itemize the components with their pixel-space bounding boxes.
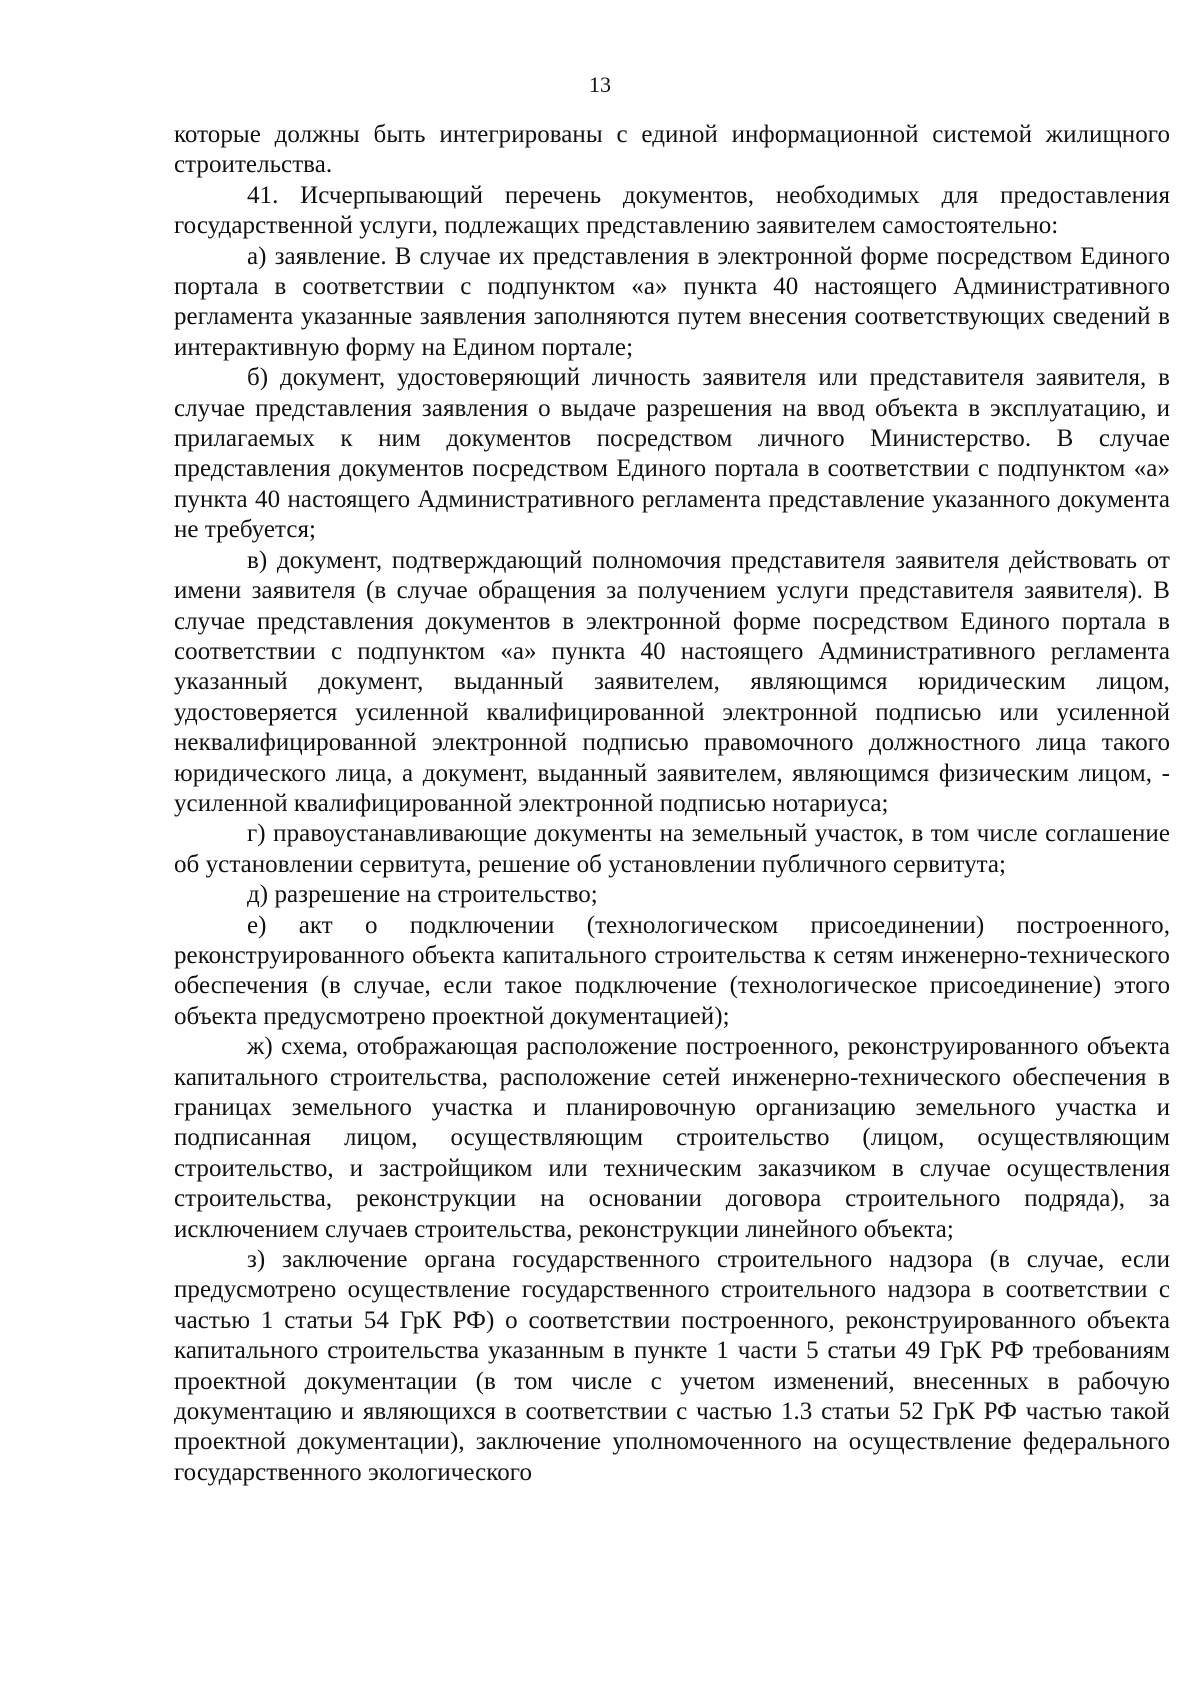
page-number: 13 — [589, 72, 611, 97]
paragraph-8: ж) схема, отображающая расположение построенного, реконструированного объекта капитального строительства, расположение сетей инженерно-технического обеспечения в границах земельного участка и планировочную организацию земельного участка и подписанная лицом, осуществляющим строительство (лицом, осуществляющим строительство, и застройщиком или техническим заказчиком в случае осуществления строительства, реконструкции на основании договора строительного подряда), за исключением случаев строительства, реконструкции линейного объекта; — [174, 1033, 1170, 1243]
paragraph-2: а) заявление. В случае их представления в электронной форме посредством Единого портала в соответствии с подпунктом «а» пункта 40 настоящего Административного регламента указанные заявления заполняются путем внесения соответствующих сведений в интерактивную форму на Едином портале; — [174, 242, 1170, 361]
paragraph-7: е) акт о подключении (технологическом присоединении) построенного, реконструированного объекта капитального строительства к сетям инженерно-технического обеспечения (в случае, если такое подключение (технологическое присоединение) этого объекта предусмотрено проектной документацией); — [174, 911, 1170, 1030]
paragraph-3: б) документ, удостоверяющий личность заявителя или представителя заявителя, в случае представления заявления о выдаче разрешения на ввод объекта в эксплуатацию, и прилагаемых к ним документов посредством личного Министерство. В случае представления документов посредством Единого портала в соответствии с подпунктом «а» пункта 40 настоящего Административного регламента представление указанного документа не требуется; — [174, 364, 1170, 544]
document-body — [174, 120, 1170, 1488]
paragraph-9: з) заключение органа государственного строительного надзора (в случае, если предусмотрено осуществление государственного строительного надзора в соответствии с частью 1 статьи 54 ГрК РФ) о соответствии построенного, реконструированного объекта капитального строительства указанным в пункте 1 части 5 статьи 49 ГрК РФ требованиям проектной документации (в том числе с учетом изменений, внесенных в рабочую документацию и являющихся в соответствии с частью 1.3 статьи 52 ГрК РФ частью такой проектной документации), заключение уполномоченного на осуществление федерального государственного экологического — [174, 1246, 1170, 1486]
paragraph-0: которые должны быть интегрированы с единой информационной системой жилищного строительства. — [174, 121, 1170, 179]
paragraph-4: в) документ, подтверждающий полномочия представителя заявителя действовать от имени заявителя (в случае обращения за получением услуги представителя заявителя). В случае представления документов в электронной форме посредством Единого портала в соответствии с подпунктом «а» пункта 40 настоящего Административного регламента указанный документ, выданный заявителем, являющимся юридическим лицом, удостоверяется усиленной квалифицированной электронной подписью или усиленной неквалифицированной электронной подписью правомочного должностного лица такого юридического лица, а документ, выданный заявителем, являющимся физическим лицом, - усиленной квалифицированной электронной подписью нотариуса; — [174, 546, 1170, 817]
paragraph-6: д) разрешение на строительство; — [247, 881, 598, 909]
paragraph-1: 41. Исчерпывающий перечень документов, необходимых для предоставления государственной услуги, подлежащих представлению заявителем самостоятельно: — [174, 181, 1170, 240]
paragraph-5: г) правоустанавливающие документы на земельный участок, в том числе соглашение об установлении сервитута, решение об установлении публичного сервитута; — [174, 820, 1170, 878]
